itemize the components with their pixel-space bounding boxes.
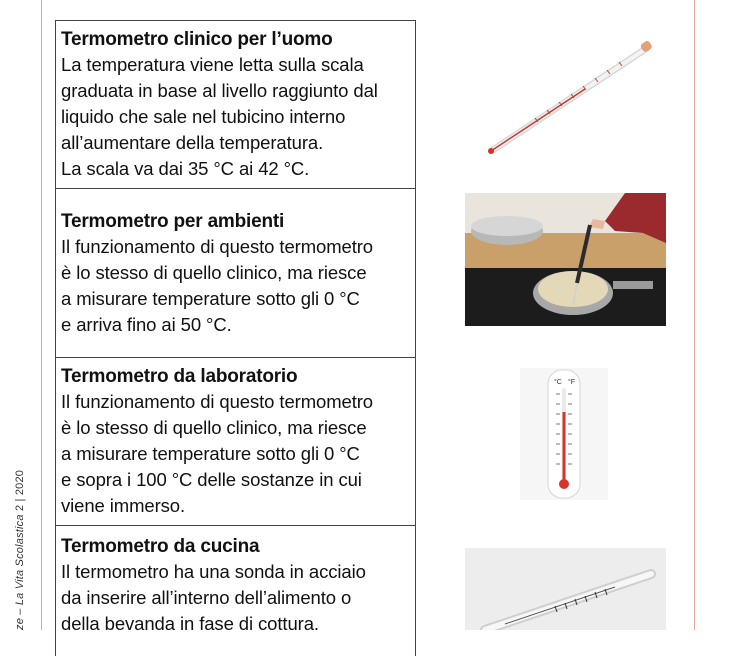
- table-row: [56, 358, 415, 526]
- side-credit: [14, 470, 26, 630]
- section-text: Il termometro ha una sonda in acciaio da inserire all’interno dell’alimento o della bevanda in fase di cottura.: [61, 561, 366, 634]
- left-margin-rule: [41, 0, 42, 630]
- celsius-unit-label: °C: [554, 379, 562, 386]
- table-row: [56, 526, 415, 656]
- right-margin-rule: [694, 0, 695, 630]
- section-text: Il funzionamento di questo termometro è lo stesso di quello clinico, ma riesce a misurare temperature sotto gli 0 °C e arriva fino ai 50 °C.: [61, 236, 373, 335]
- section-title: Termometro per ambienti: [61, 211, 285, 232]
- clinical-thermometer-photo: [465, 26, 665, 172]
- table-row: [56, 21, 415, 189]
- fahrenheit-unit-label: °F: [568, 379, 576, 386]
- table-row: [56, 189, 415, 358]
- room-thermometer-photo: [465, 193, 666, 326]
- section-text: Il funzionamento di questo termometro è lo stesso di quello clinico, ma riesce a misurare temperature sotto gli 0 °C e sopra i 100 °C delle sostanze in cui viene immerso.: [61, 391, 373, 516]
- laboratory-thermometer-photo: [520, 368, 608, 500]
- side-credit-author: ze – La Vita Scolastica: [14, 514, 26, 630]
- section-title: Termometro clinico per l’uomo: [61, 29, 333, 50]
- section-text: La temperatura viene letta sulla scala graduata in base al livello raggiunto dal liquido che sale nel tubicino interno all’aumentare della temperatura. La scala va dai 35 °C ai 42 °C.: [61, 54, 378, 179]
- kitchen-thermometer-photo: [465, 548, 666, 630]
- thermometer-table: [55, 20, 416, 656]
- section-title: Termometro da cucina: [61, 536, 260, 557]
- side-credit-issue: 2 | 2020: [14, 469, 26, 512]
- section-title: Termometro da laboratorio: [61, 366, 298, 387]
